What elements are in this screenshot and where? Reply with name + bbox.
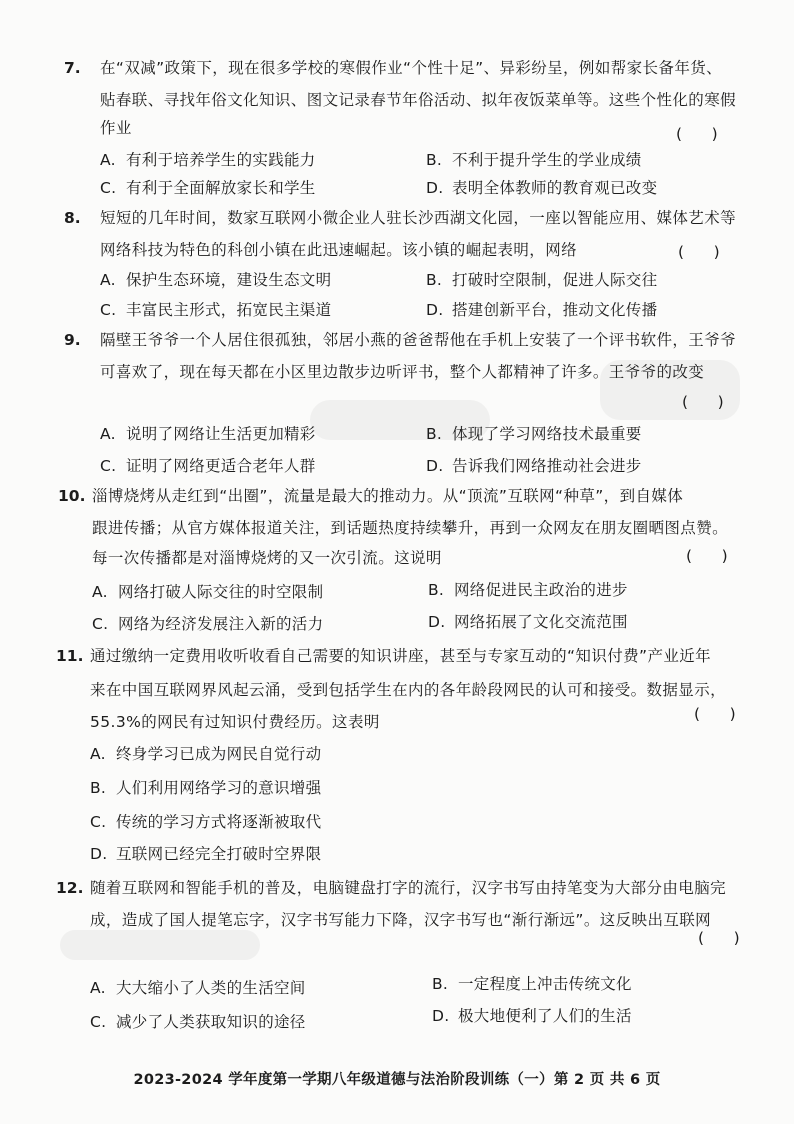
option-letter: A. (92, 583, 108, 601)
option-letter: A. (100, 425, 116, 443)
option-letter: B. (428, 581, 445, 599)
answer-paren: ( ) (676, 125, 718, 143)
option-c (92, 614, 323, 634)
question-stem-line: 淄博烧烤从走红到“出圈”，流量是最大的推动力。从“顶流”互联网“种草”，到自媒体 (92, 487, 684, 505)
option-b (428, 580, 628, 600)
option-a (90, 744, 321, 764)
option-d (90, 844, 321, 864)
option-letter: C. (92, 615, 109, 633)
option-b (426, 270, 657, 290)
question-stem-line: 55.3%的网民有过知识付费经历。这表明 (90, 713, 380, 731)
option-letter: D. (426, 457, 444, 475)
option-text: 告诉我们网络推动社会进步 (452, 457, 642, 475)
question-number: 9. (64, 331, 81, 349)
option-d (426, 178, 657, 198)
option-letter: D. (432, 1007, 450, 1025)
question-stem-line: 贴春联、寻找年俗文化知识、图文记录春节年俗活动、拟年夜饭菜单等。这些个性化的寒假 (100, 91, 737, 109)
option-text: 人们利用网络学习的意识增强 (116, 779, 322, 797)
option-text: 搭建创新平台，推动文化传播 (452, 301, 658, 319)
option-letter: D. (90, 845, 108, 863)
question-stem-line: 成，造成了国人提笔忘字，汉字书写能力下降，汉字书写也“渐行渐远”。这反映出互联网 (90, 911, 712, 929)
option-b (426, 424, 642, 444)
page-footer: 2023-2024 学年度第一学期八年级道德与法治阶段训练（一）第 2 页 共 6 页 (133, 1072, 661, 1088)
option-letter: A. (100, 151, 116, 169)
option-b (90, 778, 321, 798)
question-stem-line: 短短的几年时间，数家互联网小微企业人驻长沙西湖文化园，一座以智能应用、媒体艺术等 (100, 209, 737, 227)
option-letter: C. (90, 1013, 107, 1031)
option-a (100, 150, 316, 170)
question-stem-line: 每一次传播都是对淄博烧烤的又一次引流。这说明 (92, 549, 442, 567)
option-c (90, 1012, 306, 1032)
option-d (428, 612, 628, 632)
question-stem-line: 来在中国互联网界风起云涌，受到包括学生在内的各年龄段网民的认可和接受。数据显示， (90, 681, 727, 699)
option-letter: D. (428, 613, 446, 631)
option-text: 说明了网络让生活更加精彩 (126, 425, 316, 443)
option-letter: C. (100, 457, 117, 475)
option-text: 表明全体教师的教育观已改变 (452, 179, 658, 197)
option-a (90, 978, 306, 998)
option-text: 不利于提升学生的学业成绩 (452, 151, 642, 169)
option-c (100, 300, 331, 320)
scan-smudge (60, 930, 260, 960)
option-letter: C. (100, 179, 117, 197)
option-text: 极大地便利了人们的生活 (458, 1007, 632, 1025)
answer-paren: ( ) (694, 705, 736, 723)
option-text: 有利于全面解放家长和学生 (126, 179, 316, 197)
option-text: 丰富民主形式，拓宽民主渠道 (126, 301, 332, 319)
option-letter: D. (426, 179, 444, 197)
option-text: 保护生态环境，建设生态文明 (126, 271, 332, 289)
option-letter: C. (100, 301, 117, 319)
option-text: 证明了网络更适合老年人群 (126, 457, 316, 475)
option-letter: A. (90, 745, 106, 763)
option-text: 一定程度上冲击传统文化 (458, 975, 632, 993)
option-letter: D. (426, 301, 444, 319)
option-text: 大大缩小了人类的生活空间 (116, 979, 306, 997)
option-a (100, 270, 331, 290)
answer-paren: ( ) (686, 547, 728, 565)
question-number: 7. (64, 59, 81, 77)
option-d (432, 1006, 632, 1026)
option-a (100, 424, 316, 444)
question-stem-line: 隔壁王爷爷一个人居住很孤独，邻居小燕的爸爸帮他在手机上安装了一个评书软件，王爷爷 (100, 331, 737, 349)
answer-paren: ( ) (678, 243, 720, 261)
option-letter: A. (100, 271, 116, 289)
option-text: 传统的学习方式将逐渐被取代 (116, 813, 322, 831)
question-stem-line: 网络科技为特色的科创小镇在此迅速崛起。该小镇的崛起表明，网络 (100, 241, 578, 259)
option-text: 体现了学习网络技术最重要 (452, 425, 642, 443)
option-c (100, 456, 316, 476)
option-letter: C. (90, 813, 107, 831)
option-text: 有利于培养学生的实践能力 (126, 151, 316, 169)
option-text: 终身学习已成为网民自觉行动 (116, 745, 322, 763)
option-text: 网络拓展了文化交流范围 (454, 613, 628, 631)
question-number: 10. (58, 487, 86, 505)
option-letter: B. (90, 779, 107, 797)
question-stem-line: 作业 (100, 119, 132, 137)
question-number: 12. (56, 879, 84, 897)
answer-paren: ( ) (682, 393, 724, 411)
option-d (426, 456, 642, 476)
option-b (432, 974, 632, 994)
question-number: 8. (64, 209, 81, 227)
option-text: 网络促进民主政治的进步 (454, 581, 628, 599)
option-letter: B. (426, 151, 443, 169)
option-a (92, 582, 323, 602)
option-text: 打破时空限制，促进人际交往 (452, 271, 658, 289)
question-stem-line: 可喜欢了，现在每天都在小区里边散步边听评书，整个人都精神了许多。王爷爷的改变 (100, 363, 705, 381)
option-letter: A. (90, 979, 106, 997)
option-text: 减少了人类获取知识的途径 (116, 1013, 306, 1031)
option-c (100, 178, 316, 198)
question-stem-line: 随着互联网和智能手机的普及，电脑键盘打字的流行，汉字书写由持笔变为大部分由电脑完 (90, 879, 727, 897)
option-letter: B. (432, 975, 449, 993)
option-c (90, 812, 321, 832)
question-stem-line: 通过缴纳一定费用收听收看自己需要的知识讲座，甚至与专家互动的“知识付费”产业近年 (90, 647, 712, 665)
question-number: 11. (56, 647, 84, 665)
option-text: 网络打破人际交往的时空限制 (118, 583, 324, 601)
answer-paren: ( ) (698, 929, 740, 947)
option-letter: B. (426, 425, 443, 443)
question-stem-line: 在“双减”政策下，现在很多学校的寒假作业“个性十足”、异彩纷呈，例如帮家长备年货、 (100, 59, 723, 77)
option-letter: B. (426, 271, 443, 289)
question-stem-line: 跟进传播；从官方媒体报道关注，到话题热度持续攀升，再到一众网友在朋友圈晒图点赞。 (92, 519, 729, 537)
option-b (426, 150, 642, 170)
option-d (426, 300, 657, 320)
option-text: 网络为经济发展注入新的活力 (118, 615, 324, 633)
option-text: 互联网已经完全打破时空界限 (116, 845, 322, 863)
